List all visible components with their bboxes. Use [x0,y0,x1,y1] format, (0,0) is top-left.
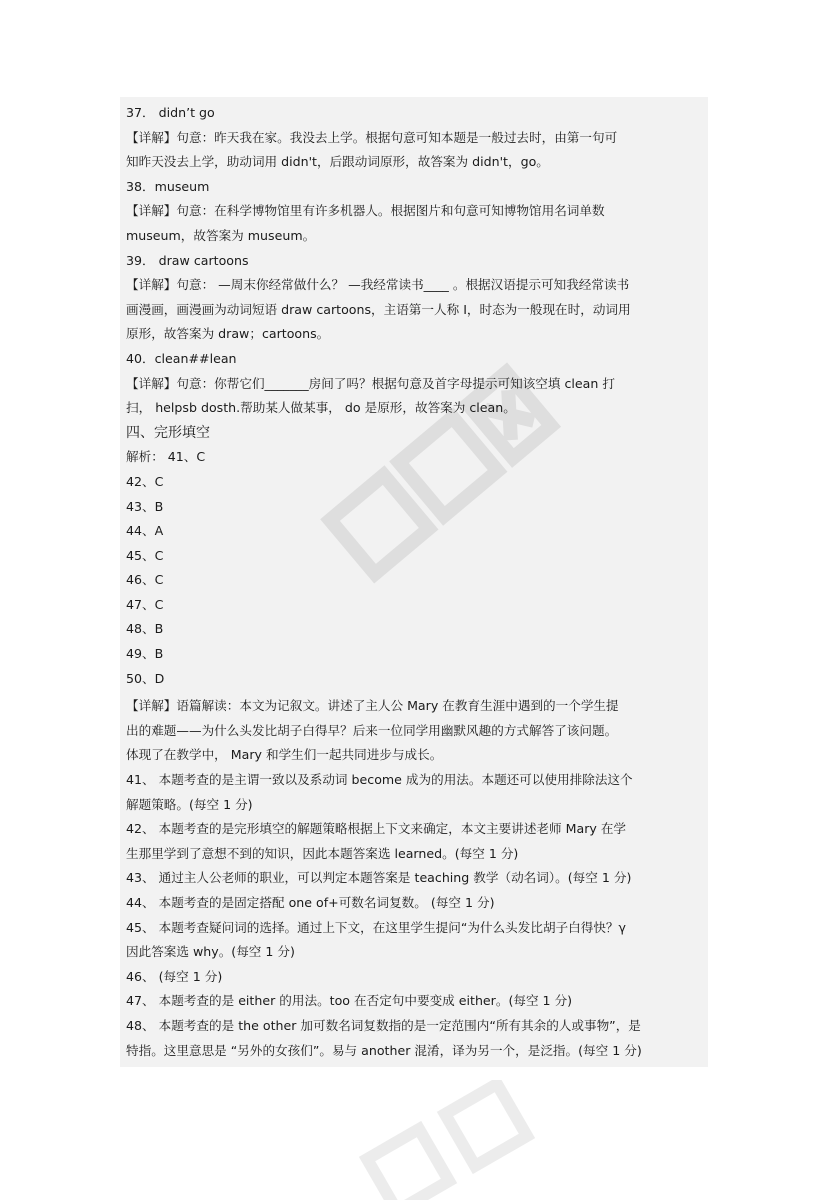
answer-43: 43、B [126,498,164,514]
explain-42-line1: 42、 本题考查的是完形填空的解题策略根据上下文来确定，本文主要讲述老师 Mary 在学 [126,821,627,837]
explain-41-line2: 解题策略。(每空 1 分) [126,796,253,812]
answer-44: 44、A [126,523,164,539]
answer-explanations [126,101,706,1063]
explain-48-line2: 特指。这里意思是 “另外的女孩们”。易与 another 混淆，译为另一个，是泛指。(每空 1 分) [126,1042,642,1058]
answer-50: 50、D [126,670,165,686]
answer-45: 45、C [126,547,164,563]
explain-46: 46、 (每空 1 分) [126,968,223,984]
detail-37-line2: 知昨天没去上学，助动词用 didn't，后跟动词原形，故答案为 didn't，go。 [126,154,549,170]
passage-analysis-line1: 【详解】语篇解读：本文为记叙文。讲述了主人公 Mary 在教育生涯中遇到的一个学生提 [126,698,619,714]
detail-37-line1: 【详解】句意：昨天我在家。我没去上学。根据句意可知本题是一般过去时，由第一句可 [126,129,618,145]
answer-48: 48、B [126,621,164,637]
explain-42-line2: 生那里学到了意想不到的知识，因此本题答案选 learned。(每空 1 分) [126,845,519,861]
explain-45-line2: 因此答案选 why。(每空 1 分) [126,944,295,960]
answer-39: 39． draw cartoons [126,252,249,268]
explain-47: 47、 本题考查的是 either 的用法。too 在否定句中要变成 either。(每空 1 分) [126,993,573,1009]
answer-42: 42、C [126,473,164,489]
answer-38: 38．museum [126,178,210,194]
answer-47: 47、C [126,596,164,612]
detail-38-line1: 【详解】句意：在科学博物馆里有许多机器人。根据图片和句意可知博物馆用名词单数 [126,203,605,219]
detail-40-line2: 扫， helpsb dosth.帮助某人做某事， do 是原形，故答案为 clean。 [126,400,516,416]
explain-43: 43、 通过主人公老师的职业，可以判定本题答案是 teaching 教学（动名词）。(每空 1 分) [126,870,632,886]
answer-41: 解析： 41、C [126,449,206,465]
passage-analysis-line3: 体现了在教学中， Mary 和学生们一起共同进步与成长。 [126,747,443,763]
watermark-logo-bottom [330,1080,590,1200]
answer-46: 46、C [126,572,164,588]
detail-39-line1: 【详解】句意： —周末你经常做什么？ —我经常读书____ 。根据汉语提示可知我经常读书 [126,277,630,293]
passage-analysis-line2: 出的难题——为什么头发比胡子白得早？后来一位同学用幽默风趣的方式解答了该问题。 [126,722,618,738]
explain-48-line1: 48、 本题考查的是 the other 加可数名词复数指的是一定范围内“所有其余的人或事物”，是 [126,1017,641,1033]
detail-39-line3: 原形，故答案为 draw；cartoons。 [126,326,330,342]
detail-38-line2: museum，故答案为 museum。 [126,227,316,243]
explain-41-line1: 41、 本题考查的是主谓一致以及系动词 become 成为的用法。本题还可以使用排除法这个 [126,772,633,788]
answer-37: 37． didn’t go [126,105,215,120]
answer-49: 49、B [126,646,164,662]
detail-39-line2: 画漫画，画漫画为动词短语 draw cartoons，主语第一人称 I，时态为一般现在时，动词用 [126,301,631,317]
explain-45-line1: 45、 本题考查疑问词的选择。通过上下文，在这里学生提问“为什么头发比胡子白得快？γ [126,919,626,935]
explain-44: 44、 本题考查的是固定搭配 one of+可数名词复数。 (每空 1 分) [126,895,495,910]
detail-40-line1: 【详解】句意：你帮它们_______房间了吗？根据句意及首字母提示可知该空填 clean 打 [126,375,615,391]
answer-40: 40．clean##lean [126,350,237,366]
section-title-cloze: 四、完形填空 [126,424,210,441]
